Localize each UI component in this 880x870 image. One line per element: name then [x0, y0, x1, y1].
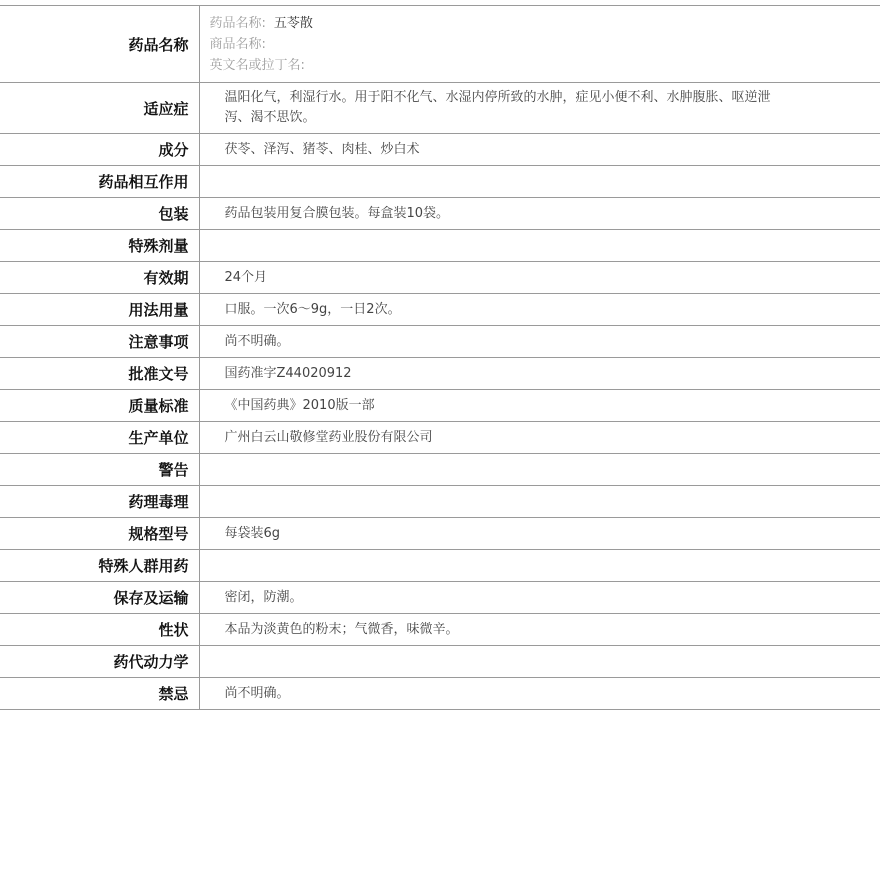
- table-row-manufacturer: [0, 422, 880, 454]
- row-value-indications: 温阳化气，利湿行水。用于阳不化气、水湿内停所致的水肿，症见小便不利、水肿腹胀、呕逆泄泻、渴不思饮。: [199, 83, 880, 134]
- row-label-manufacturer: 生产单位: [0, 422, 199, 454]
- row-label-drug-name: 药品名称: [0, 6, 199, 83]
- table-row-ingredients: [0, 134, 880, 166]
- row-label-quality-standard: 质量标准: [0, 390, 199, 422]
- row-value-interactions: [199, 166, 880, 198]
- row-value-contraindications: 尚不明确。: [199, 678, 880, 710]
- table-row-contraindications: [0, 678, 880, 710]
- table-row-drug-name: [0, 6, 880, 83]
- table-row-appearance: [0, 614, 880, 646]
- table-row-shelf-life: [0, 262, 880, 294]
- table-row-usage-dosage: [0, 294, 880, 326]
- row-label-special-populations: 特殊人群用药: [0, 550, 199, 582]
- row-value-specification: 每袋装6g: [199, 518, 880, 550]
- generic-name-label: 药品名称:: [209, 15, 266, 31]
- row-label-pharmacology: 药理毒理: [0, 486, 199, 518]
- row-label-special-dosage: 特殊剂量: [0, 230, 199, 262]
- trade-name-label: 商品名称:: [209, 36, 266, 52]
- row-value-approval-number: 国药准字Z44020912: [199, 358, 880, 390]
- table-row-pharmacology: [0, 486, 880, 518]
- table-row-storage-transport: [0, 582, 880, 614]
- row-label-approval-number: 批准文号: [0, 358, 199, 390]
- table-row-special-populations: [0, 550, 880, 582]
- generic-name-value: 五苓散: [273, 15, 313, 31]
- trade-name-line: [210, 34, 791, 55]
- table-row-packaging: [0, 198, 880, 230]
- table-row-quality-standard: [0, 390, 880, 422]
- row-value-manufacturer: 广州白云山敬修堂药业股份有限公司: [199, 422, 880, 454]
- table-row-special-dosage: [0, 230, 880, 262]
- table-row-approval-number: [0, 358, 880, 390]
- row-value-appearance: 本品为淡黄色的粉末；气微香，味微辛。: [199, 614, 880, 646]
- row-value-special-populations: [199, 550, 880, 582]
- latin-name-line: [210, 55, 791, 76]
- generic-name-line: [210, 13, 791, 34]
- row-label-ingredients: 成分: [0, 134, 199, 166]
- row-label-indications: 适应症: [0, 83, 199, 134]
- row-value-usage-dosage: 口服。一次6～9g，一日2次。: [199, 294, 880, 326]
- table-row-pharmacokinetics: [0, 646, 880, 678]
- row-value-pharmacology: [199, 486, 880, 518]
- row-value-warning: [199, 454, 880, 486]
- row-value-shelf-life: 24个月: [199, 262, 880, 294]
- table-row-indications: [0, 83, 880, 134]
- drug-spec-table: [0, 5, 880, 710]
- row-label-shelf-life: 有效期: [0, 262, 199, 294]
- row-label-usage-dosage: 用法用量: [0, 294, 199, 326]
- row-value-quality-standard: 《中国药典》2010版一部: [199, 390, 880, 422]
- row-label-storage-transport: 保存及运输: [0, 582, 199, 614]
- row-label-contraindications: 禁忌: [0, 678, 199, 710]
- row-label-pharmacokinetics: 药代动力学: [0, 646, 199, 678]
- row-value-special-dosage: [199, 230, 880, 262]
- row-value-packaging: 药品包装用复合膜包装。每盒装10袋。: [199, 198, 880, 230]
- row-label-warning: 警告: [0, 454, 199, 486]
- row-value-storage-transport: 密闭，防潮。: [199, 582, 880, 614]
- row-label-packaging: 包装: [0, 198, 199, 230]
- table-row-interactions: [0, 166, 880, 198]
- row-value-pharmacokinetics: [199, 646, 880, 678]
- row-label-precautions: 注意事项: [0, 326, 199, 358]
- row-value-ingredients: 茯苓、泽泻、猪苓、肉桂、炒白术: [199, 134, 880, 166]
- row-label-specification: 规格型号: [0, 518, 199, 550]
- row-label-appearance: 性状: [0, 614, 199, 646]
- table-row-specification: [0, 518, 880, 550]
- row-label-interactions: 药品相互作用: [0, 166, 199, 198]
- drug-name-values: [199, 6, 880, 83]
- table-row-warning: [0, 454, 880, 486]
- table-row-precautions: [0, 326, 880, 358]
- latin-name-label: 英文名或拉丁名:: [209, 57, 305, 73]
- row-value-precautions: 尚不明确。: [199, 326, 880, 358]
